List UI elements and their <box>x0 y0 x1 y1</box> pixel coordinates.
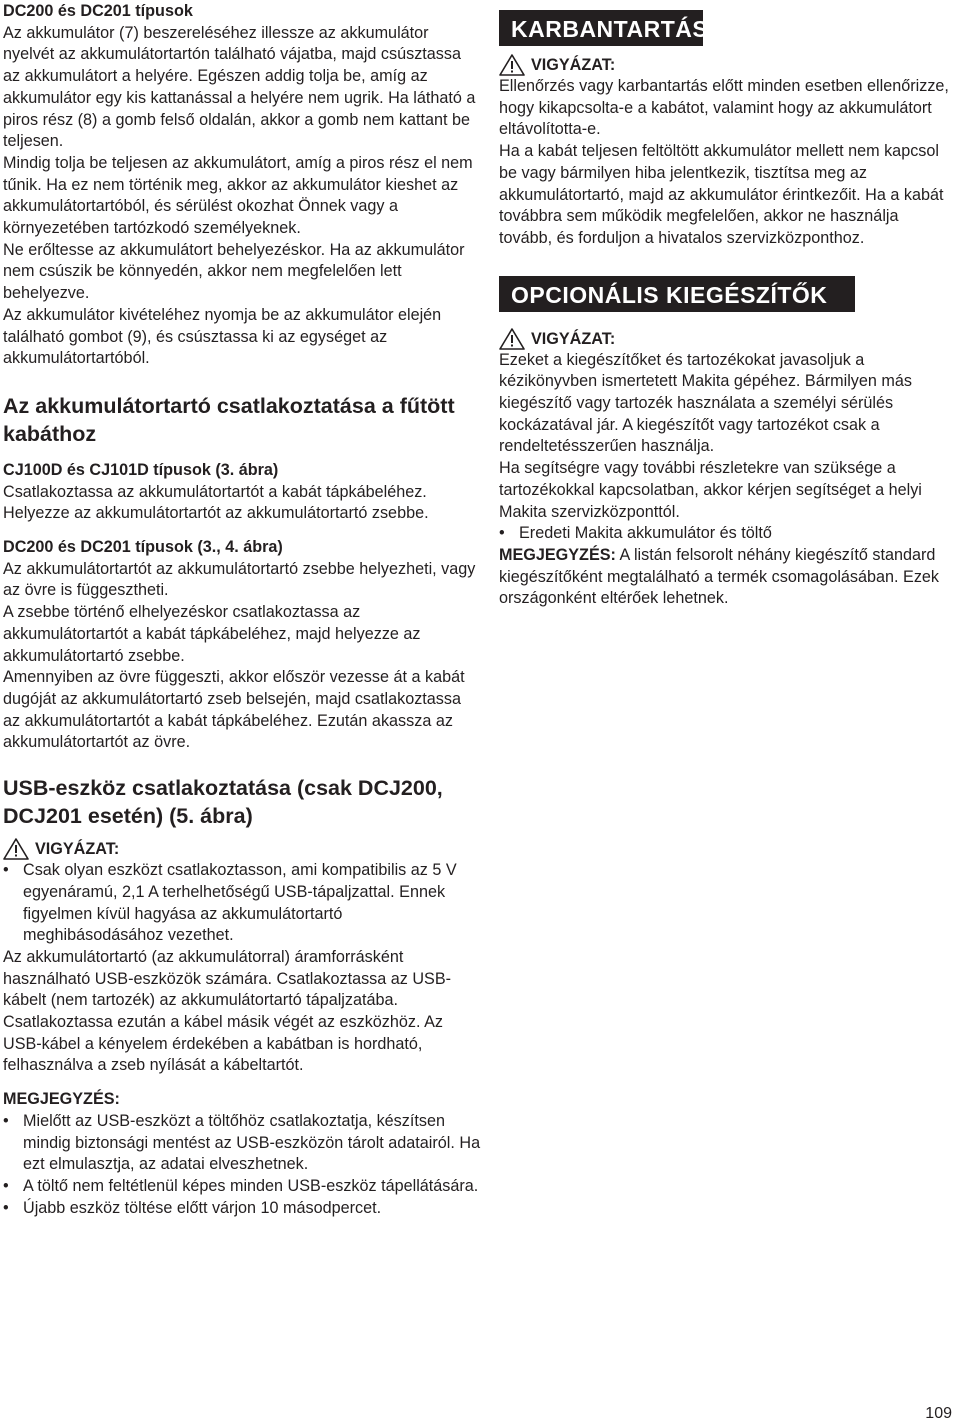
warning-triangle-icon <box>499 328 525 350</box>
paragraph: Amennyiben az övre függeszti, akkor először vezesse át a kabát dugóját az akkumulátortartó zseb belsején, majd csatlakoztassa az akkumulátortartót a kabát tápkábeléhez. Ezután akassza az akkumulátortartót az övre. <box>3 668 465 752</box>
caution-text: VIGYÁZAT: <box>531 56 616 74</box>
caution-label <box>499 54 954 76</box>
bullet-icon: • <box>3 1111 9 1130</box>
caution-text: VIGYÁZAT: <box>531 329 616 348</box>
caution-label <box>499 328 954 350</box>
note-label: MEGJEGYZÉS: <box>3 1090 120 1109</box>
accessories-banner: OPCIONÁLIS KIEGÉSZÍTŐK <box>499 276 855 312</box>
section-title-holder: Az akkumulátortartó csatlakoztatása a fűtött kabáthoz <box>3 393 455 446</box>
warning-triangle-icon <box>3 838 29 860</box>
note-paragraph <box>499 545 954 610</box>
subheading-cj: CJ100D és CJ101D típusok (3. ábra) <box>3 460 279 479</box>
paragraph: Az akkumulátor (7) beszereléséhez illessze az akkumulátor nyelvét az akkumulátortartón található vájatba, majd csúsztassa az akkumulátort a helyére. Egészen addig tolja be, amíg az akkumulátor egy kis kattanással a helyére nem ugrik. Ha látható a piros rész (8) a gomb felső oldalán, akkor a gomb nem kattant be teljesen. <box>3 23 476 151</box>
heading-dc200: DC200 és DC201 típusok <box>3 2 193 20</box>
page-number: 109 <box>925 1405 952 1422</box>
caution-text: VIGYÁZAT: <box>35 840 120 859</box>
maintenance-banner: KARBANTARTÁS <box>499 10 703 46</box>
paragraph: Ellenőrzés vagy karbantartás előtt minden esetben ellenőrizze, hogy kikapcsolta-e a kabátot, valamint hogy az akkumulátort eltávolította-e. <box>499 77 949 139</box>
caution-label <box>3 838 481 860</box>
right-column <box>499 0 954 610</box>
list-item: • Csak olyan eszközt csatlakoztasson, ami kompatibilis az 5 V egyenáramú, 2,1 A terhelhetőségű USB-tápaljzattal. Ennek figyelmen kívül hagyása az akkumulátortartó meghibásodásához vezethet. <box>3 860 481 947</box>
list-item: • Újabb eszköz töltése előtt várjon 10 másodpercet. <box>3 1198 481 1220</box>
paragraph: Az akkumulátortartót az akkumulátortartó zsebbe helyezheti, vagy az övre is függesztheti. <box>3 559 476 600</box>
bullet-icon: • <box>3 1176 9 1195</box>
paragraph: Ezeket a kiegészítőket és tartozékokat javasoljuk a kézikönyvben ismertetett Makita gépéhez. Bármilyen más kiegészítő vagy tartozék használata a személyi sérülés kockázatával jár. A kiegészítőt vagy tartozékot csak a rendeltetésszerűen használja. <box>499 350 912 456</box>
bullet-icon: • <box>499 524 505 543</box>
warning-triangle-icon <box>499 54 525 76</box>
paragraph: Ne erőltesse az akkumulátort behelyezéskor. Ha az akkumulátor nem csúszik be könnyedén, akkor nem megfelelően lett behelyezve. <box>3 240 465 303</box>
paragraph: A zsebbe történő elhelyezéskor csatlakoztassa az akkumulátortartót a kabát tápkábeléhez, majd helyezze az akkumulátortartó zsebbe. <box>3 603 421 665</box>
paragraph: Mindig tolja be teljesen az akkumulátort, amíg a piros rész el nem tűnik. Ha ez nem történik meg, akkor az akkumulátor kieshet az akkumulátortartóból, és sérülést okozhat Önnek vagy a környezetében tartózkodó személyeknek. <box>3 153 473 238</box>
note-text: A listán felsorolt néhány kiegészítő standard kiegészítőként megtalálható a termék csomagolásában. Ezek országonként eltérőek lehetnek. <box>499 545 940 608</box>
paragraph: Ha a kabát teljesen feltöltött akkumulátor mellett nem kapcsol be vagy bármilyen hiba jelentkezik, tisztítsa meg az akkumulátortartó, majd az akkumulátor érintkezőit. Ha a kabát továbbra sem működik megfelelően, akkor ne használja tovább, és forduljon a hivatalos szervizközponthoz. <box>499 142 944 247</box>
section-title-usb: USB-eszköz csatlakoztatása (csak DCJ200, DCJ201 esetén) (5. ábra) <box>3 776 443 829</box>
list-item: • A töltő nem feltétlenül képes minden USB-eszköz tápellátására. <box>3 1176 481 1198</box>
left-column <box>3 0 481 1219</box>
paragraph: Ha segítségre vagy további részletekre van szüksége a tartozékokkal kapcsolatban, akkor kérjen segítséget a helyi Makita szervizközponttól. <box>499 459 922 521</box>
list-item: • Eredeti Makita akkumulátor és töltő <box>499 523 954 545</box>
note-label: MEGJEGYZÉS: <box>499 545 616 564</box>
bullet-icon: • <box>3 1198 9 1217</box>
paragraph: Az akkumulátortartó (az akkumulátorral) áramforrásként használható USB-eszközök számára. Csatlakoztassa az USB-kábelt (nem tartozék) az akkumulátortartó tápaljzatába. Csatlakoztassa ezután a kábel másik végét az eszközhöz. Az USB-kábel a kényelem érdekében a kabátban is hordható, felhasználva a zseb nyílását a kábeltartót. <box>3 947 452 1075</box>
subheading-dc: DC200 és DC201 típusok (3., 4. ábra) <box>3 538 283 557</box>
paragraph: Az akkumulátor kivételéhez nyomja be az akkumulátor elején található gombot (9), és csúsztassa ki az egységet az akkumulátortartóból. <box>3 305 442 368</box>
paragraph: Csatlakoztassa az akkumulátortartót a kabát tápkábeléhez. Helyezze az akkumulátortartót az akkumulátortartó zsebbe. <box>3 482 429 523</box>
list-item: • Mielőtt az USB-eszközt a töltőhöz csatlakoztatja, készítsen mindig biztonsági mentést az USB-eszközön tárolt adatairól. Ha ezt elmulasztja, az adatai elveszhetnek. <box>3 1111 481 1176</box>
bullet-icon: • <box>3 861 9 880</box>
